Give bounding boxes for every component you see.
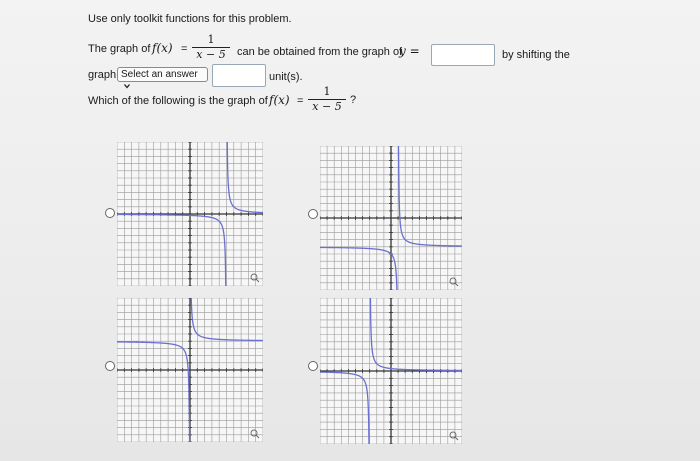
line1-middle: can be obtained from the graph of [237,46,403,58]
option-a-graph[interactable] [117,142,263,286]
option-b-graph[interactable] [320,146,462,290]
direction-select-value: Select an answer [121,69,198,80]
option-c-radio[interactable] [105,361,115,371]
option-c-graph[interactable] [117,298,263,442]
question-denominator: x − 5 [312,100,342,113]
question-numerator: 1 [323,85,331,98]
line1-prefix: The graph of [88,43,151,55]
line1-numerator: 1 [207,33,215,46]
chevron-down-icon [124,83,130,89]
shift-amount-input[interactable] [212,64,266,87]
question-func: f(x) [269,93,290,107]
line2-prefix: graph [88,69,117,81]
question-suffix: ? [350,94,357,106]
question-prefix: Which of the following is the graph of [88,95,268,107]
option-d-radio[interactable] [308,361,318,371]
line1-func: f(x) [152,41,173,55]
option-a-radio[interactable] [105,208,115,218]
line1-denominator: x − 5 [196,48,226,61]
line1-equals: = [181,43,188,55]
option-d-graph[interactable] [320,298,462,444]
option-b-radio[interactable] [308,209,318,219]
line1-suffix: by shifting the [502,49,570,61]
toolkit-function-input[interactable] [431,44,495,66]
line1-y-var: y = [399,44,420,58]
question-equals: = [297,95,304,107]
line2-suffix: unit(s). [269,71,303,83]
question-fraction [308,86,346,113]
line1-fraction [192,34,230,61]
direction-select[interactable] [117,67,208,82]
intro-text: Use only toolkit functions for this problem. [88,13,292,25]
